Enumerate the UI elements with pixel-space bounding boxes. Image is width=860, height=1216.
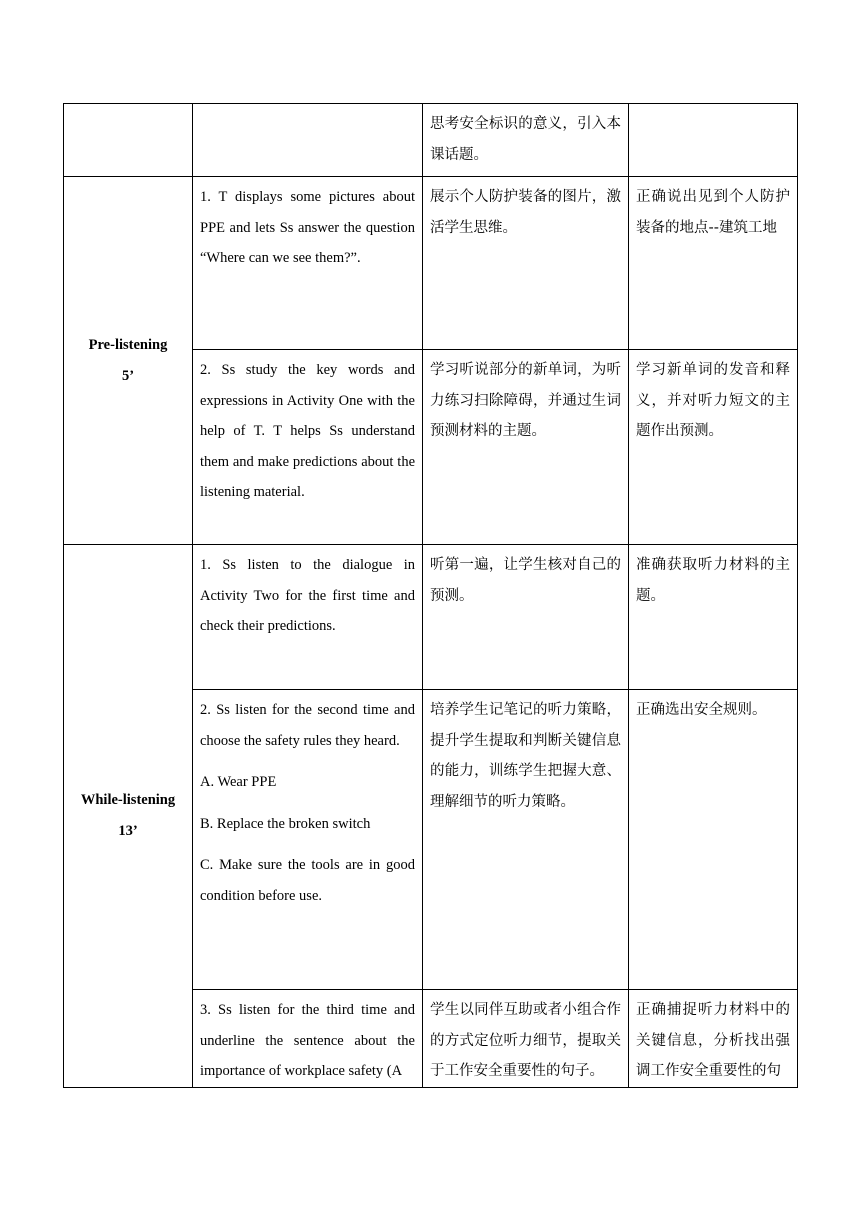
table-row — [64, 545, 798, 690]
stage-cell — [64, 104, 193, 177]
lesson-plan-table — [63, 103, 798, 1088]
teacher-activity-cell: 2. Ss listen for the second time and choose the safety rules they heard. A. Wear PPE B. Replace the broken switch C. Make sure the tools are in good condition before use. — [193, 690, 423, 990]
teacher-activity-cell: 2. Ss study the key words and expressions in Activity One with the help of T. T helps Ss understand them and make predictions about the listening material. — [193, 350, 423, 545]
stage-cell — [64, 177, 193, 545]
design-purpose-cell: 思考安全标识的意义，引入本课话题。 — [423, 104, 629, 177]
expected-effect-cell: 准确获取听力材料的主题。 — [629, 545, 798, 690]
stage-name: Pre-listening — [88, 337, 168, 353]
option-a: A. Wear PPE — [200, 774, 277, 790]
stage-minutes: 5’ — [121, 367, 135, 384]
expected-effect-cell: 学习新单词的发音和释义，并对听力短文的主题作出预测。 — [629, 350, 798, 545]
design-purpose-cell: 学生以同伴互助或者小组合作的方式定位听力细节，提取关于工作安全重要性的句子。 — [423, 990, 629, 1088]
design-purpose-cell: 展示个人防护装备的图片，激活学生思维。 — [423, 177, 629, 350]
design-purpose-cell: 学习听说部分的新单词，为听力练习扫除障碍，并通过生词预测材料的主题。 — [423, 350, 629, 545]
stage-name: While-listening — [80, 792, 176, 809]
expected-effect-cell — [629, 104, 798, 177]
expected-effect-cell: 正确选出安全规则。 — [629, 690, 798, 990]
table-row — [64, 104, 798, 177]
expected-effect-cell: 正确说出见到个人防护装备的地点--建筑工地 — [629, 177, 798, 350]
stage-cell — [64, 545, 193, 1088]
teacher-activity-cell — [193, 104, 423, 177]
option-c: C. Make sure the tools are in good condition before use. — [200, 857, 415, 904]
option-b: B. Replace the broken switch — [200, 815, 371, 832]
table-row — [64, 177, 798, 350]
teacher-activity-cell: 1. Ss listen to the dialogue in Activity Two for the first time and check their predictions. — [193, 545, 423, 690]
stage-minutes: 13’ — [118, 822, 138, 839]
design-purpose-cell: 培养学生记笔记的听力策略，提升学生提取和判断关键信息的能力，训练学生把握大意、理解细节的听力策略。 — [423, 690, 629, 990]
expected-effect-cell: 正确捕捉听力材料中的关键信息，分析找出强调工作安全重要性的句 — [629, 990, 798, 1088]
teacher-activity-cell: 1. T displays some pictures about PPE and lets Ss answer the question “Where can we see them?”. — [193, 177, 423, 350]
teacher-activity-cell: 3. Ss listen for the third time and underline the sentence about the importance of workplace safety (A — [193, 990, 423, 1088]
design-purpose-cell: 听第一遍，让学生核对自己的预测。 — [423, 545, 629, 690]
